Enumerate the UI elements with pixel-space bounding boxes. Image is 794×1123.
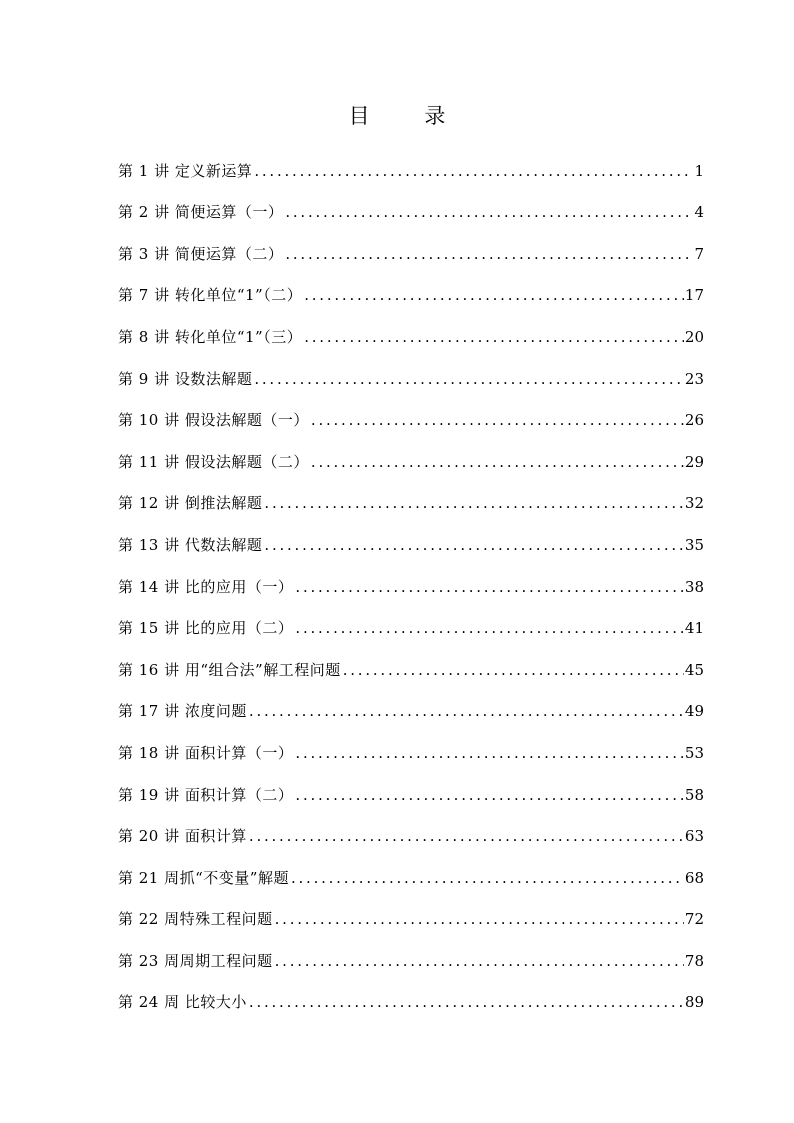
toc-entry-label: 第 11 讲 假设法解题（二） bbox=[118, 452, 309, 471]
toc-leader-dots bbox=[273, 904, 684, 934]
toc-leader-dots bbox=[293, 572, 684, 602]
toc-entry[interactable] bbox=[118, 685, 704, 727]
toc-leader-dots bbox=[302, 280, 684, 310]
toc-leader-dots bbox=[302, 322, 684, 352]
toc-entry[interactable] bbox=[118, 477, 704, 519]
toc-leader-dots bbox=[309, 405, 684, 435]
toc-leader-dots bbox=[293, 780, 684, 810]
toc-entry[interactable] bbox=[118, 435, 704, 477]
toc-entry[interactable] bbox=[118, 269, 704, 311]
toc-entry-page: 78 bbox=[684, 951, 704, 970]
toc-entry-page: 1 bbox=[694, 161, 704, 180]
toc-entry-page: 17 bbox=[684, 286, 704, 305]
toc-entry-page: 4 bbox=[694, 203, 704, 222]
toc-entry[interactable] bbox=[118, 352, 704, 394]
toc-entry-label: 第 8 讲 转化单位“1”（三） bbox=[118, 327, 303, 346]
toc-entry-label: 第 14 讲 比的应用（一） bbox=[118, 577, 294, 596]
toc-leader-dots bbox=[252, 364, 684, 394]
toc-entry-page: 29 bbox=[684, 452, 704, 471]
toc-leader-dots bbox=[293, 738, 684, 768]
toc-entry[interactable] bbox=[118, 602, 704, 644]
toc-title: 目 录 bbox=[348, 104, 470, 128]
toc-entry-label: 第 7 讲 转化单位“1”（二） bbox=[118, 286, 303, 305]
toc-entry-page: 68 bbox=[684, 868, 704, 887]
toc-entry-label: 第 21 周抓“不变量”解题 bbox=[118, 868, 289, 887]
toc-entry-label: 第 18 讲 面积计算（一） bbox=[118, 743, 294, 762]
toc-entry-label: 第 3 讲 简便运算（二） bbox=[118, 244, 284, 263]
toc-entry-page: 23 bbox=[684, 369, 704, 388]
toc-entry-label: 第 15 讲 比的应用（二） bbox=[118, 619, 294, 638]
toc-entry-page: 89 bbox=[684, 993, 704, 1012]
toc-entry-page: 63 bbox=[684, 827, 704, 846]
toc-leader-dots bbox=[262, 530, 684, 560]
toc-leader-dots bbox=[273, 946, 684, 976]
toc-entry-label: 第 24 周 比较大小 bbox=[118, 993, 247, 1012]
toc-entry[interactable] bbox=[118, 934, 704, 976]
toc-entry-label: 第 23 周周期工程问题 bbox=[118, 951, 273, 970]
toc-leader-dots bbox=[309, 447, 684, 477]
toc-entry-page: 72 bbox=[684, 910, 704, 929]
toc-leader-dots bbox=[283, 197, 693, 227]
toc-entry-page: 38 bbox=[684, 577, 704, 596]
toc-entry[interactable] bbox=[118, 810, 704, 852]
toc-entry[interactable] bbox=[118, 726, 704, 768]
toc-entry[interactable] bbox=[118, 394, 704, 436]
toc-entry-label: 第 2 讲 简便运算（一） bbox=[118, 203, 284, 222]
toc-entry-page: 20 bbox=[684, 327, 704, 346]
toc-leader-dots bbox=[247, 696, 684, 726]
toc-entry-label: 第 16 讲 用“组合法”解工程问题 bbox=[118, 660, 341, 679]
toc-entry[interactable] bbox=[118, 144, 704, 186]
toc-entry-page: 45 bbox=[684, 660, 704, 679]
toc-leader-dots bbox=[289, 863, 684, 893]
toc-leader-dots bbox=[283, 239, 693, 269]
toc-leader-dots bbox=[293, 613, 684, 643]
toc-entry-label: 第 10 讲 假设法解题（一） bbox=[118, 411, 309, 430]
toc-entry[interactable] bbox=[118, 893, 704, 935]
toc-entry[interactable] bbox=[118, 310, 704, 352]
toc-entry-page: 35 bbox=[684, 535, 704, 554]
toc-entry[interactable] bbox=[118, 560, 704, 602]
toc-entry-label: 第 13 讲 代数法解题 bbox=[118, 535, 263, 554]
toc-entry[interactable] bbox=[118, 227, 704, 269]
toc-entry-label: 第 9 讲 设数法解题 bbox=[118, 369, 253, 388]
toc-entry[interactable] bbox=[118, 976, 704, 1018]
toc-entry[interactable] bbox=[118, 643, 704, 685]
toc-leader-dots bbox=[247, 987, 684, 1017]
toc-entry[interactable] bbox=[118, 186, 704, 228]
toc-list bbox=[118, 144, 704, 1017]
toc-leader-dots bbox=[341, 655, 684, 685]
toc-entry[interactable] bbox=[118, 768, 704, 810]
toc-leader-dots bbox=[247, 821, 684, 851]
toc-entry-page: 7 bbox=[694, 244, 704, 263]
toc-entry-page: 49 bbox=[684, 702, 704, 721]
toc-entry-page: 26 bbox=[684, 411, 704, 430]
toc-entry-page: 58 bbox=[684, 785, 704, 804]
toc-entry-label: 第 19 讲 面积计算（二） bbox=[118, 785, 294, 804]
toc-entry-label: 第 12 讲 倒推法解题 bbox=[118, 494, 263, 513]
toc-entry-label: 第 22 周特殊工程问题 bbox=[118, 910, 273, 929]
toc-entry-label: 第 1 讲 定义新运算 bbox=[118, 161, 253, 180]
toc-entry[interactable] bbox=[118, 851, 704, 893]
toc-entry-page: 32 bbox=[684, 494, 704, 513]
toc-entry-page: 53 bbox=[684, 743, 704, 762]
toc-leader-dots bbox=[252, 156, 693, 186]
toc-entry-label: 第 20 讲 面积计算 bbox=[118, 827, 247, 846]
toc-entry-page: 41 bbox=[684, 619, 704, 638]
toc-entry[interactable] bbox=[118, 518, 704, 560]
toc-entry-label: 第 17 讲 浓度问题 bbox=[118, 702, 247, 721]
toc-leader-dots bbox=[262, 488, 684, 518]
